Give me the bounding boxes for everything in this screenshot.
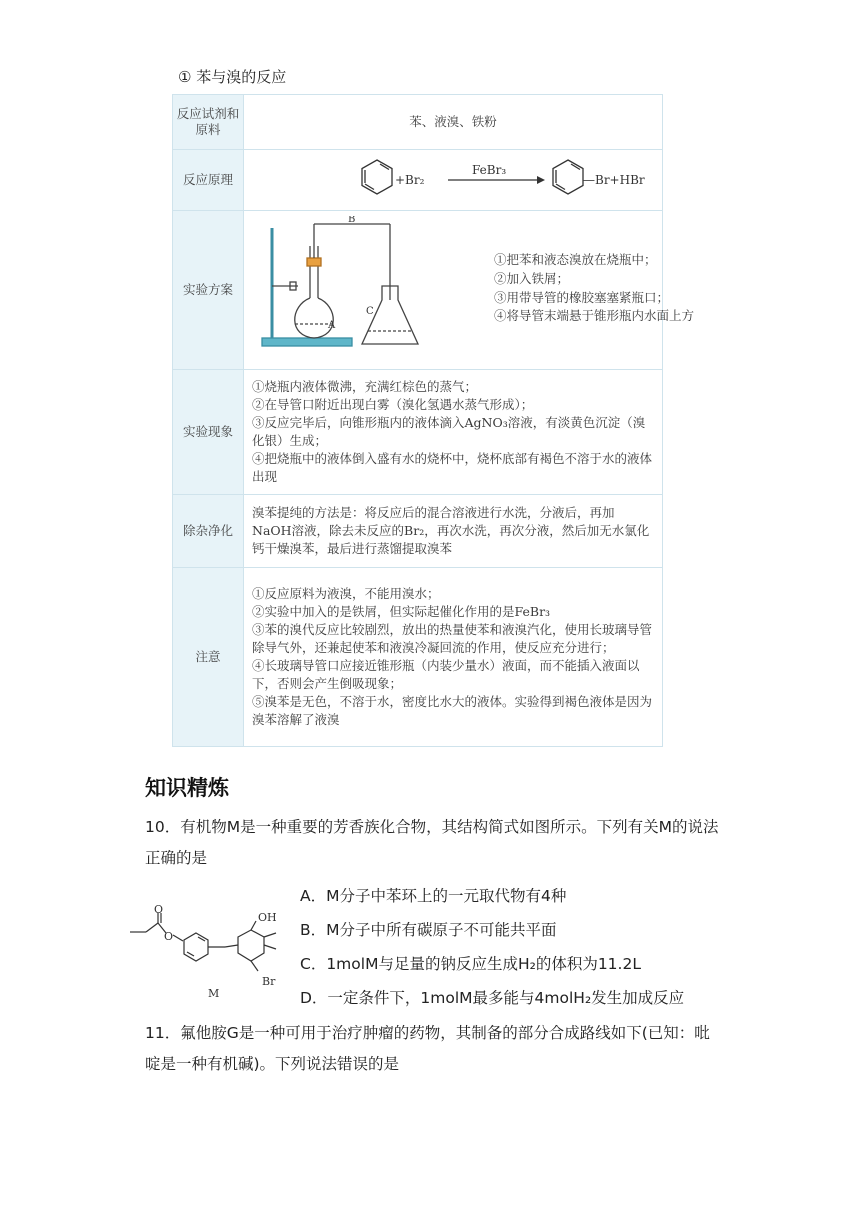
table-row	[173, 370, 663, 495]
product-label: —Br+HBr	[583, 173, 645, 188]
procedure-steps	[494, 251, 724, 326]
note-line: ③苯的溴代反应比较剧烈，放出的热量使苯和液溴汽化，使用长玻璃导管除导气外，还兼起使苯和液溴冷凝回流的作用，使反应充分进行；	[252, 621, 653, 655]
option-b: B．M分子中所有碳原子不可能共平面	[300, 921, 557, 939]
table-row	[173, 95, 663, 150]
option-a: A．M分子中苯环上的一元取代物有4种	[300, 887, 567, 905]
procedure-step: ③用带导管的橡胶塞塞紧瓶口；	[494, 289, 670, 305]
atom-br: Br	[262, 975, 276, 988]
apparatus-label-a: A	[328, 320, 336, 331]
atom-o-carbonyl: O	[154, 905, 164, 916]
table-row	[173, 495, 663, 568]
table-row	[173, 568, 663, 747]
notes-cell	[244, 568, 663, 747]
row-label: 反应试剂和原料	[173, 95, 244, 150]
apparatus-diagram	[250, 216, 420, 356]
question-11-stem: 11．氟他胺G是一种可用于治疗肿瘤的药物，其制备的部分合成路线如下(已知：吡啶是一种有机碱)。下列说法错误的是	[145, 1024, 710, 1073]
atom-oh: OH	[258, 911, 277, 924]
phenomena-cell	[244, 370, 663, 495]
table-row	[173, 150, 663, 211]
procedure-step: ①把苯和液态溴放在烧瓶中；	[494, 252, 657, 267]
row-label: 注意	[173, 568, 244, 747]
note-line: ②实验中加入的是铁屑，但实际起催化作用的是FeBr₃	[252, 603, 551, 619]
reactant-extra: +Br₂	[395, 173, 425, 188]
apparatus-label-c: C	[366, 306, 374, 317]
procedure-step: ④将导管末端悬于锥形瓶内水面上方	[494, 308, 695, 324]
atom-o-ester: O	[164, 930, 174, 943]
row-label: 除杂净化	[173, 495, 244, 568]
section-title: ① 苯与溴的反应	[178, 68, 287, 86]
note-line: ⑤溴苯是无色，不溶于水，密度比水大的液体。实验得到褐色液体是因为溴苯溶解了液溴	[252, 694, 653, 728]
compound-m-structure	[128, 905, 298, 1005]
apparatus-label-b: B	[348, 216, 356, 225]
phenomenon-line: ④把烧瓶中的液体倒入盛有水的烧杯中，烧杯底部有褐色不溶于水的液体出现	[252, 451, 653, 485]
purification-cell: 溴苯提纯的方法是：将反应后的混合溶液进行水洗，分液后，再加NaOH溶液，除去未反应的Br₂，再次水洗，再次分液，然后加无水氯化钙干燥溴苯，最后进行蒸馏提取溴苯	[244, 495, 663, 568]
reaction-equation-cell	[244, 150, 663, 211]
compound-label-m: M	[208, 987, 220, 1000]
table-row	[173, 211, 663, 370]
note-line: ①反应原料为液溴，不能用溴水；	[252, 585, 440, 601]
procedure-step: ②加入铁屑；	[494, 270, 570, 286]
row-label: 反应原理	[173, 150, 244, 211]
section-heading: 知识精炼	[145, 776, 229, 800]
apparatus-cell	[244, 211, 695, 370]
phenomenon-line: ②在导管口附近出现白雾（溴化氢遇水蒸气形成）；	[252, 396, 534, 412]
note-line: ④长玻璃导管口应接近锥形瓶（内装少量水）液面，而不能插入液面以下，否则会产生倒吸现象；	[252, 658, 640, 692]
row-label: 实验方案	[173, 211, 244, 370]
row-label: 实验现象	[173, 370, 244, 495]
phenomenon-line: ①烧瓶内液体微沸，充满红棕色的蒸气；	[252, 378, 478, 394]
phenomenon-line: ③反应完毕后，向锥形瓶内的液体滴入AgNO₃溶液，有淡黄色沉淀（溴化银）生成；	[252, 414, 646, 448]
catalyst-label: FeBr₃	[472, 163, 507, 178]
option-d: D．一定条件下，1molM最多能与4molH₂发生加成反应	[300, 989, 685, 1007]
option-c: C．1molM与足量的钠反应生成H₂的体积为11.2L	[300, 955, 641, 973]
reagents-cell: 苯、液溴、铁粉	[244, 95, 663, 150]
reaction-table	[172, 94, 695, 747]
question-10-stem: 10．有机物M是一种重要的芳香族化合物，其结构简式如图所示。下列有关M的说法正确的是	[145, 818, 719, 867]
reaction-equation-diagram	[252, 155, 652, 199]
